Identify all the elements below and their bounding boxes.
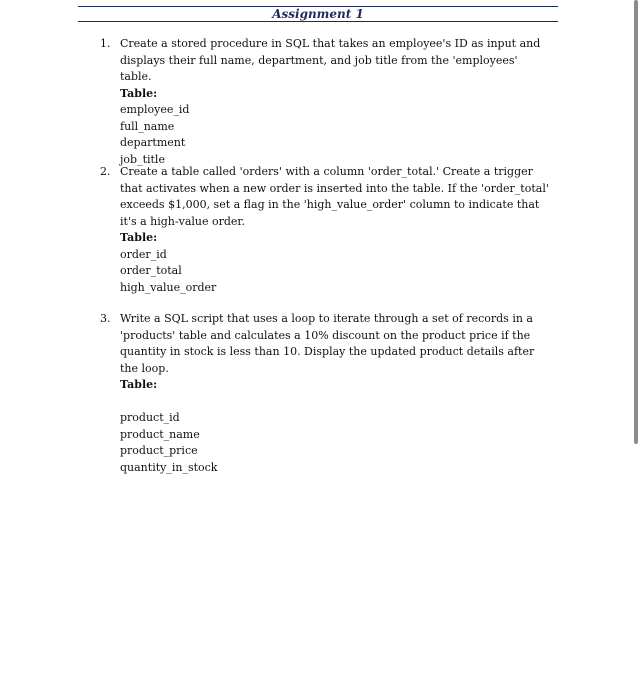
column-name: high_value_order (120, 280, 217, 294)
question-body (120, 164, 550, 296)
table-label: Table: (120, 231, 158, 244)
question-body (120, 311, 550, 476)
column-name: order_total (120, 264, 182, 277)
column-name: order_id (120, 247, 167, 261)
question-number: 3. (100, 312, 111, 325)
question-text: Create a stored procedure in SQL that takes an employee's ID as input and displays their full name, department, and job title from the 'employees' table. (120, 37, 541, 83)
column-list (120, 102, 550, 168)
table-label: Table: (120, 378, 158, 391)
question-text: Create a table called 'orders' with a column 'order_total.' Create a trigger that activates when a new order is inserted into the table. If the 'order_total' exceeds $1,000, set a flag in the 'high_value_order' column to indicate that it's a high-value order. (120, 165, 549, 228)
column-name: product_name (120, 427, 200, 441)
column-name: quantity_in_stock (120, 460, 218, 474)
question-number: 2. (100, 165, 111, 178)
column-list (120, 410, 550, 476)
column-name: product_id (120, 411, 180, 424)
column-name: department (120, 136, 186, 149)
table-label: Table: (120, 86, 158, 100)
column-name: full_name (120, 119, 175, 133)
assignment-title: Assignment 1 (272, 7, 364, 21)
blank-line (120, 394, 550, 411)
column-name: job_title (120, 152, 165, 166)
question-number: 1. (100, 37, 111, 50)
vertical-scrollbar[interactable] (634, 0, 638, 444)
question-text: Write a SQL script that uses a loop to iterate through a set of records in a 'products' table and calculates a 10% discount on the product price if the quantity in stock is less than 10. Display the updated product details after the loop. (120, 312, 535, 375)
question-body (120, 36, 550, 168)
column-list (120, 247, 550, 297)
column-name: employee_id (120, 103, 190, 116)
assignment-title-bar (78, 6, 558, 22)
column-name: product_price (120, 444, 198, 457)
